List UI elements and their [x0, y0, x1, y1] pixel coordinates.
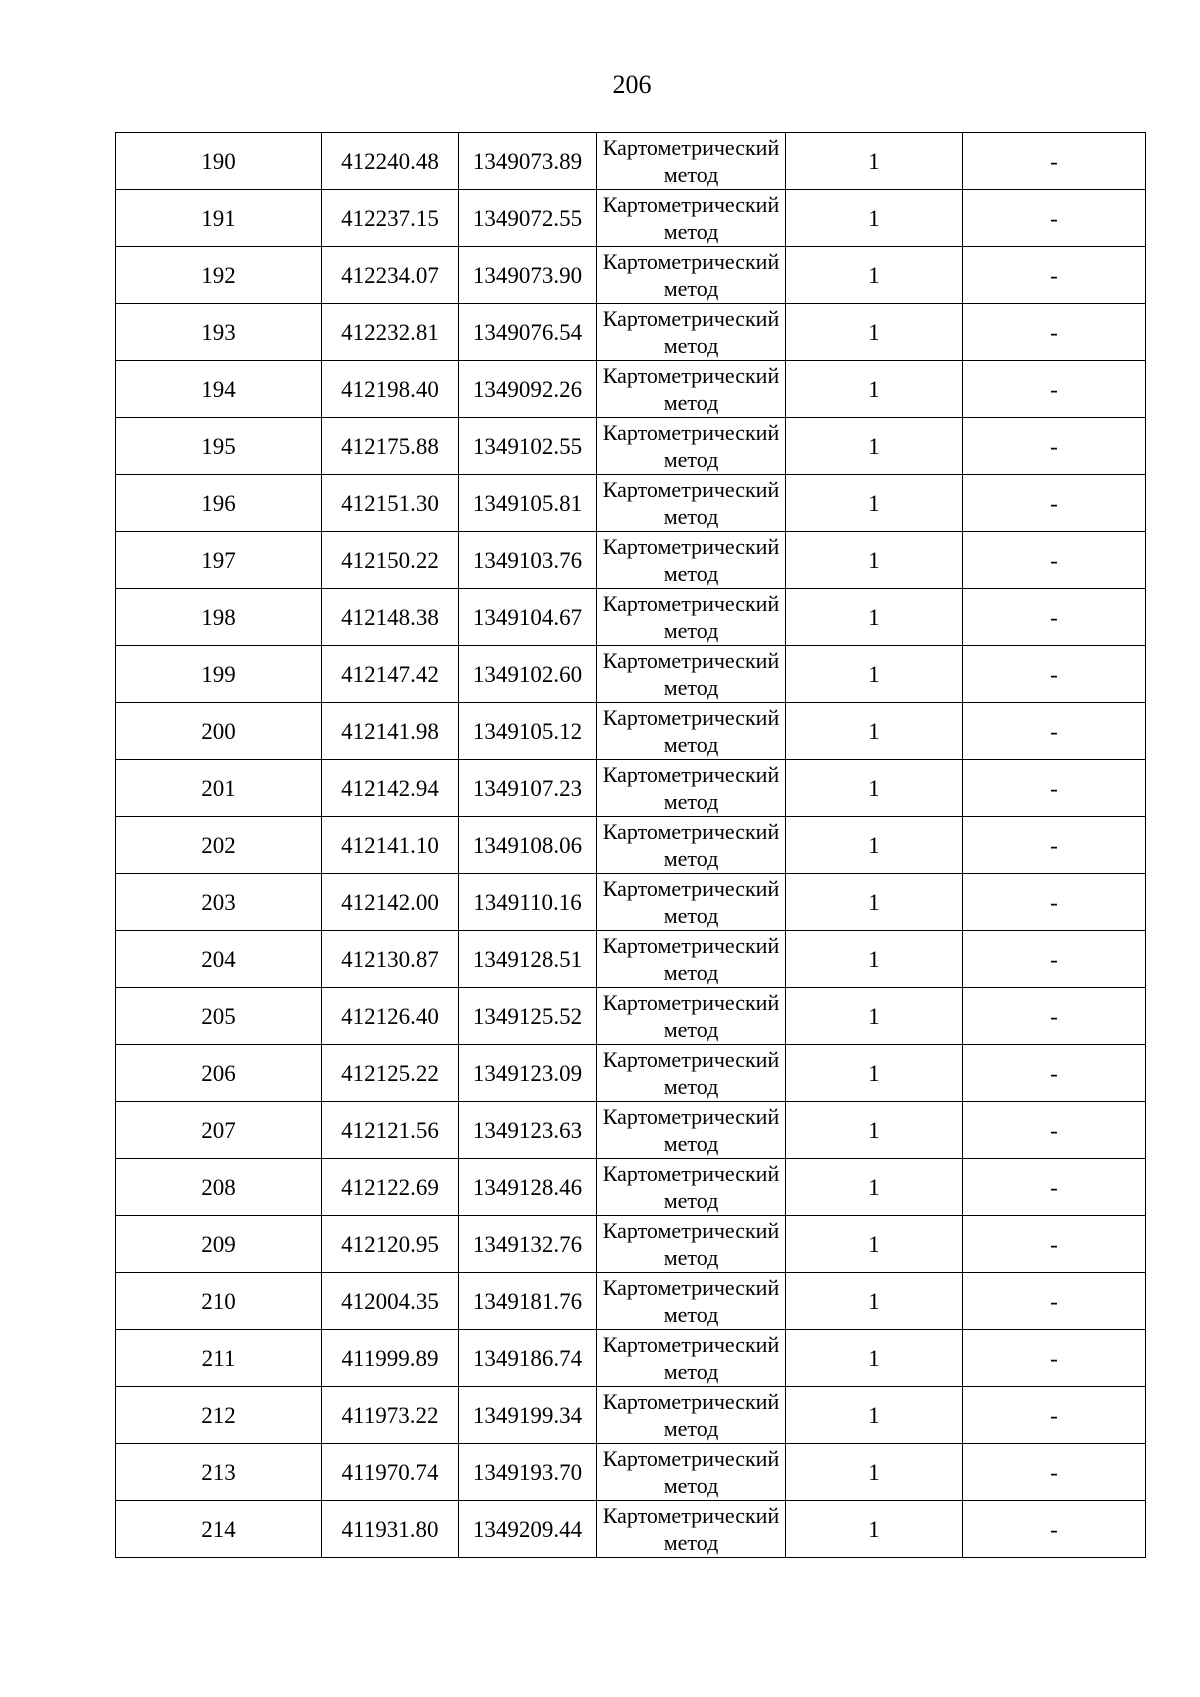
y-coordinate-cell: 1349073.89	[459, 133, 597, 190]
point-number-cell: 190	[116, 133, 322, 190]
x-coordinate-cell: 412234.07	[322, 247, 459, 304]
point-number-cell: 198	[116, 589, 322, 646]
accuracy-cell: 1	[786, 247, 963, 304]
y-coordinate-cell: 1349128.46	[459, 1159, 597, 1216]
y-coordinate-cell: 1349103.76	[459, 532, 597, 589]
note-cell: -	[963, 817, 1146, 874]
accuracy-cell: 1	[786, 931, 963, 988]
point-number-cell: 205	[116, 988, 322, 1045]
accuracy-cell: 1	[786, 532, 963, 589]
accuracy-cell: 1	[786, 304, 963, 361]
point-number-cell: 202	[116, 817, 322, 874]
x-coordinate-cell: 412125.22	[322, 1045, 459, 1102]
point-number-cell: 200	[116, 703, 322, 760]
method-cell: Картометрический метод	[597, 247, 786, 304]
x-coordinate-cell: 411973.22	[322, 1387, 459, 1444]
point-number-cell: 207	[116, 1102, 322, 1159]
accuracy-cell: 1	[786, 1387, 963, 1444]
point-number-cell: 210	[116, 1273, 322, 1330]
method-cell: Картометрический метод	[597, 1273, 786, 1330]
y-coordinate-cell: 1349073.90	[459, 247, 597, 304]
note-cell: -	[963, 988, 1146, 1045]
point-number-cell: 196	[116, 475, 322, 532]
note-cell: -	[963, 190, 1146, 247]
accuracy-cell: 1	[786, 1501, 963, 1558]
y-coordinate-cell: 1349132.76	[459, 1216, 597, 1273]
point-number-cell: 209	[116, 1216, 322, 1273]
x-coordinate-cell: 412150.22	[322, 532, 459, 589]
table-row	[116, 817, 1146, 874]
x-coordinate-cell: 412198.40	[322, 361, 459, 418]
x-coordinate-cell: 411999.89	[322, 1330, 459, 1387]
y-coordinate-cell: 1349108.06	[459, 817, 597, 874]
method-cell: Картометрический метод	[597, 190, 786, 247]
note-cell: -	[963, 1159, 1146, 1216]
method-cell: Картометрический метод	[597, 646, 786, 703]
table-row	[116, 646, 1146, 703]
note-cell: -	[963, 646, 1146, 703]
x-coordinate-cell: 412142.00	[322, 874, 459, 931]
method-cell: Картометрический метод	[597, 817, 786, 874]
note-cell: -	[963, 1216, 1146, 1273]
table-row	[116, 532, 1146, 589]
accuracy-cell: 1	[786, 817, 963, 874]
accuracy-cell: 1	[786, 874, 963, 931]
y-coordinate-cell: 1349105.81	[459, 475, 597, 532]
point-number-cell: 208	[116, 1159, 322, 1216]
accuracy-cell: 1	[786, 988, 963, 1045]
method-cell: Картометрический метод	[597, 1444, 786, 1501]
note-cell: -	[963, 247, 1146, 304]
method-cell: Картометрический метод	[597, 703, 786, 760]
point-number-cell: 203	[116, 874, 322, 931]
y-coordinate-cell: 1349199.34	[459, 1387, 597, 1444]
note-cell: -	[963, 1501, 1146, 1558]
note-cell: -	[963, 760, 1146, 817]
method-cell: Картометрический метод	[597, 418, 786, 475]
y-coordinate-cell: 1349076.54	[459, 304, 597, 361]
accuracy-cell: 1	[786, 646, 963, 703]
table-row	[116, 589, 1146, 646]
accuracy-cell: 1	[786, 190, 963, 247]
y-coordinate-cell: 1349104.67	[459, 589, 597, 646]
x-coordinate-cell: 412120.95	[322, 1216, 459, 1273]
table-row	[116, 361, 1146, 418]
point-number-cell: 192	[116, 247, 322, 304]
x-coordinate-cell: 412240.48	[322, 133, 459, 190]
point-number-cell: 193	[116, 304, 322, 361]
table-row	[116, 1102, 1146, 1159]
method-cell: Картометрический метод	[597, 1387, 786, 1444]
point-number-cell: 212	[116, 1387, 322, 1444]
method-cell: Картометрический метод	[597, 1045, 786, 1102]
y-coordinate-cell: 1349128.51	[459, 931, 597, 988]
y-coordinate-cell: 1349125.52	[459, 988, 597, 1045]
accuracy-cell: 1	[786, 1102, 963, 1159]
method-cell: Картометрический метод	[597, 760, 786, 817]
table-row	[116, 874, 1146, 931]
method-cell: Картометрический метод	[597, 1102, 786, 1159]
accuracy-cell: 1	[786, 1216, 963, 1273]
note-cell: -	[963, 133, 1146, 190]
note-cell: -	[963, 1444, 1146, 1501]
method-cell: Картометрический метод	[597, 1216, 786, 1273]
x-coordinate-cell: 412126.40	[322, 988, 459, 1045]
point-number-cell: 199	[116, 646, 322, 703]
x-coordinate-cell: 411970.74	[322, 1444, 459, 1501]
method-cell: Картометрический метод	[597, 361, 786, 418]
table-row	[116, 418, 1146, 475]
y-coordinate-cell: 1349107.23	[459, 760, 597, 817]
table-row	[116, 1330, 1146, 1387]
y-coordinate-cell: 1349102.60	[459, 646, 597, 703]
note-cell: -	[963, 931, 1146, 988]
x-coordinate-cell: 412148.38	[322, 589, 459, 646]
x-coordinate-cell: 411931.80	[322, 1501, 459, 1558]
x-coordinate-cell: 412237.15	[322, 190, 459, 247]
y-coordinate-cell: 1349102.55	[459, 418, 597, 475]
note-cell: -	[963, 475, 1146, 532]
x-coordinate-cell: 412142.94	[322, 760, 459, 817]
method-cell: Картометрический метод	[597, 475, 786, 532]
note-cell: -	[963, 532, 1146, 589]
point-number-cell: 211	[116, 1330, 322, 1387]
page-number: 206	[612, 70, 652, 99]
point-number-cell: 206	[116, 1045, 322, 1102]
table-row	[116, 475, 1146, 532]
y-coordinate-cell: 1349105.12	[459, 703, 597, 760]
table-row	[116, 1045, 1146, 1102]
x-coordinate-cell: 412141.98	[322, 703, 459, 760]
x-coordinate-cell: 412175.88	[322, 418, 459, 475]
point-number-cell: 204	[116, 931, 322, 988]
y-coordinate-cell: 1349123.09	[459, 1045, 597, 1102]
table-row	[116, 1387, 1146, 1444]
point-number-cell: 201	[116, 760, 322, 817]
table-row	[116, 1273, 1146, 1330]
accuracy-cell: 1	[786, 1045, 963, 1102]
accuracy-cell: 1	[786, 361, 963, 418]
x-coordinate-cell: 412122.69	[322, 1159, 459, 1216]
method-cell: Картометрический метод	[597, 589, 786, 646]
coordinates-table	[115, 132, 1146, 1558]
accuracy-cell: 1	[786, 418, 963, 475]
y-coordinate-cell: 1349193.70	[459, 1444, 597, 1501]
table-row	[116, 988, 1146, 1045]
table-row	[116, 1501, 1146, 1558]
table-row	[116, 760, 1146, 817]
point-number-cell: 195	[116, 418, 322, 475]
note-cell: -	[963, 1045, 1146, 1102]
y-coordinate-cell: 1349181.76	[459, 1273, 597, 1330]
accuracy-cell: 1	[786, 1273, 963, 1330]
x-coordinate-cell: 412141.10	[322, 817, 459, 874]
table-row	[116, 703, 1146, 760]
note-cell: -	[963, 1387, 1146, 1444]
accuracy-cell: 1	[786, 589, 963, 646]
x-coordinate-cell: 412130.87	[322, 931, 459, 988]
method-cell: Картометрический метод	[597, 1159, 786, 1216]
note-cell: -	[963, 703, 1146, 760]
note-cell: -	[963, 1102, 1146, 1159]
method-cell: Картометрический метод	[597, 988, 786, 1045]
note-cell: -	[963, 304, 1146, 361]
point-number-cell: 191	[116, 190, 322, 247]
method-cell: Картометрический метод	[597, 1501, 786, 1558]
method-cell: Картометрический метод	[597, 931, 786, 988]
table-row	[116, 133, 1146, 190]
note-cell: -	[963, 874, 1146, 931]
point-number-cell: 194	[116, 361, 322, 418]
accuracy-cell: 1	[786, 1444, 963, 1501]
x-coordinate-cell: 412004.35	[322, 1273, 459, 1330]
accuracy-cell: 1	[786, 760, 963, 817]
table-row	[116, 190, 1146, 247]
note-cell: -	[963, 589, 1146, 646]
point-number-cell: 197	[116, 532, 322, 589]
y-coordinate-cell: 1349092.26	[459, 361, 597, 418]
x-coordinate-cell: 412121.56	[322, 1102, 459, 1159]
y-coordinate-cell: 1349186.74	[459, 1330, 597, 1387]
method-cell: Картометрический метод	[597, 304, 786, 361]
method-cell: Картометрический метод	[597, 874, 786, 931]
point-number-cell: 213	[116, 1444, 322, 1501]
y-coordinate-cell: 1349072.55	[459, 190, 597, 247]
table-row	[116, 931, 1146, 988]
y-coordinate-cell: 1349110.16	[459, 874, 597, 931]
method-cell: Картометрический метод	[597, 1330, 786, 1387]
note-cell: -	[963, 1330, 1146, 1387]
y-coordinate-cell: 1349209.44	[459, 1501, 597, 1558]
note-cell: -	[963, 1273, 1146, 1330]
accuracy-cell: 1	[786, 1159, 963, 1216]
accuracy-cell: 1	[786, 1330, 963, 1387]
point-number-cell: 214	[116, 1501, 322, 1558]
table-row	[116, 1216, 1146, 1273]
accuracy-cell: 1	[786, 475, 963, 532]
coordinates-table-body	[116, 133, 1146, 1558]
x-coordinate-cell: 412151.30	[322, 475, 459, 532]
table-row	[116, 1444, 1146, 1501]
note-cell: -	[963, 418, 1146, 475]
accuracy-cell: 1	[786, 703, 963, 760]
x-coordinate-cell: 412147.42	[322, 646, 459, 703]
y-coordinate-cell: 1349123.63	[459, 1102, 597, 1159]
method-cell: Картометрический метод	[597, 133, 786, 190]
note-cell: -	[963, 361, 1146, 418]
method-cell: Картометрический метод	[597, 532, 786, 589]
x-coordinate-cell: 412232.81	[322, 304, 459, 361]
table-row	[116, 304, 1146, 361]
accuracy-cell: 1	[786, 133, 963, 190]
table-row	[116, 247, 1146, 304]
table-row	[116, 1159, 1146, 1216]
